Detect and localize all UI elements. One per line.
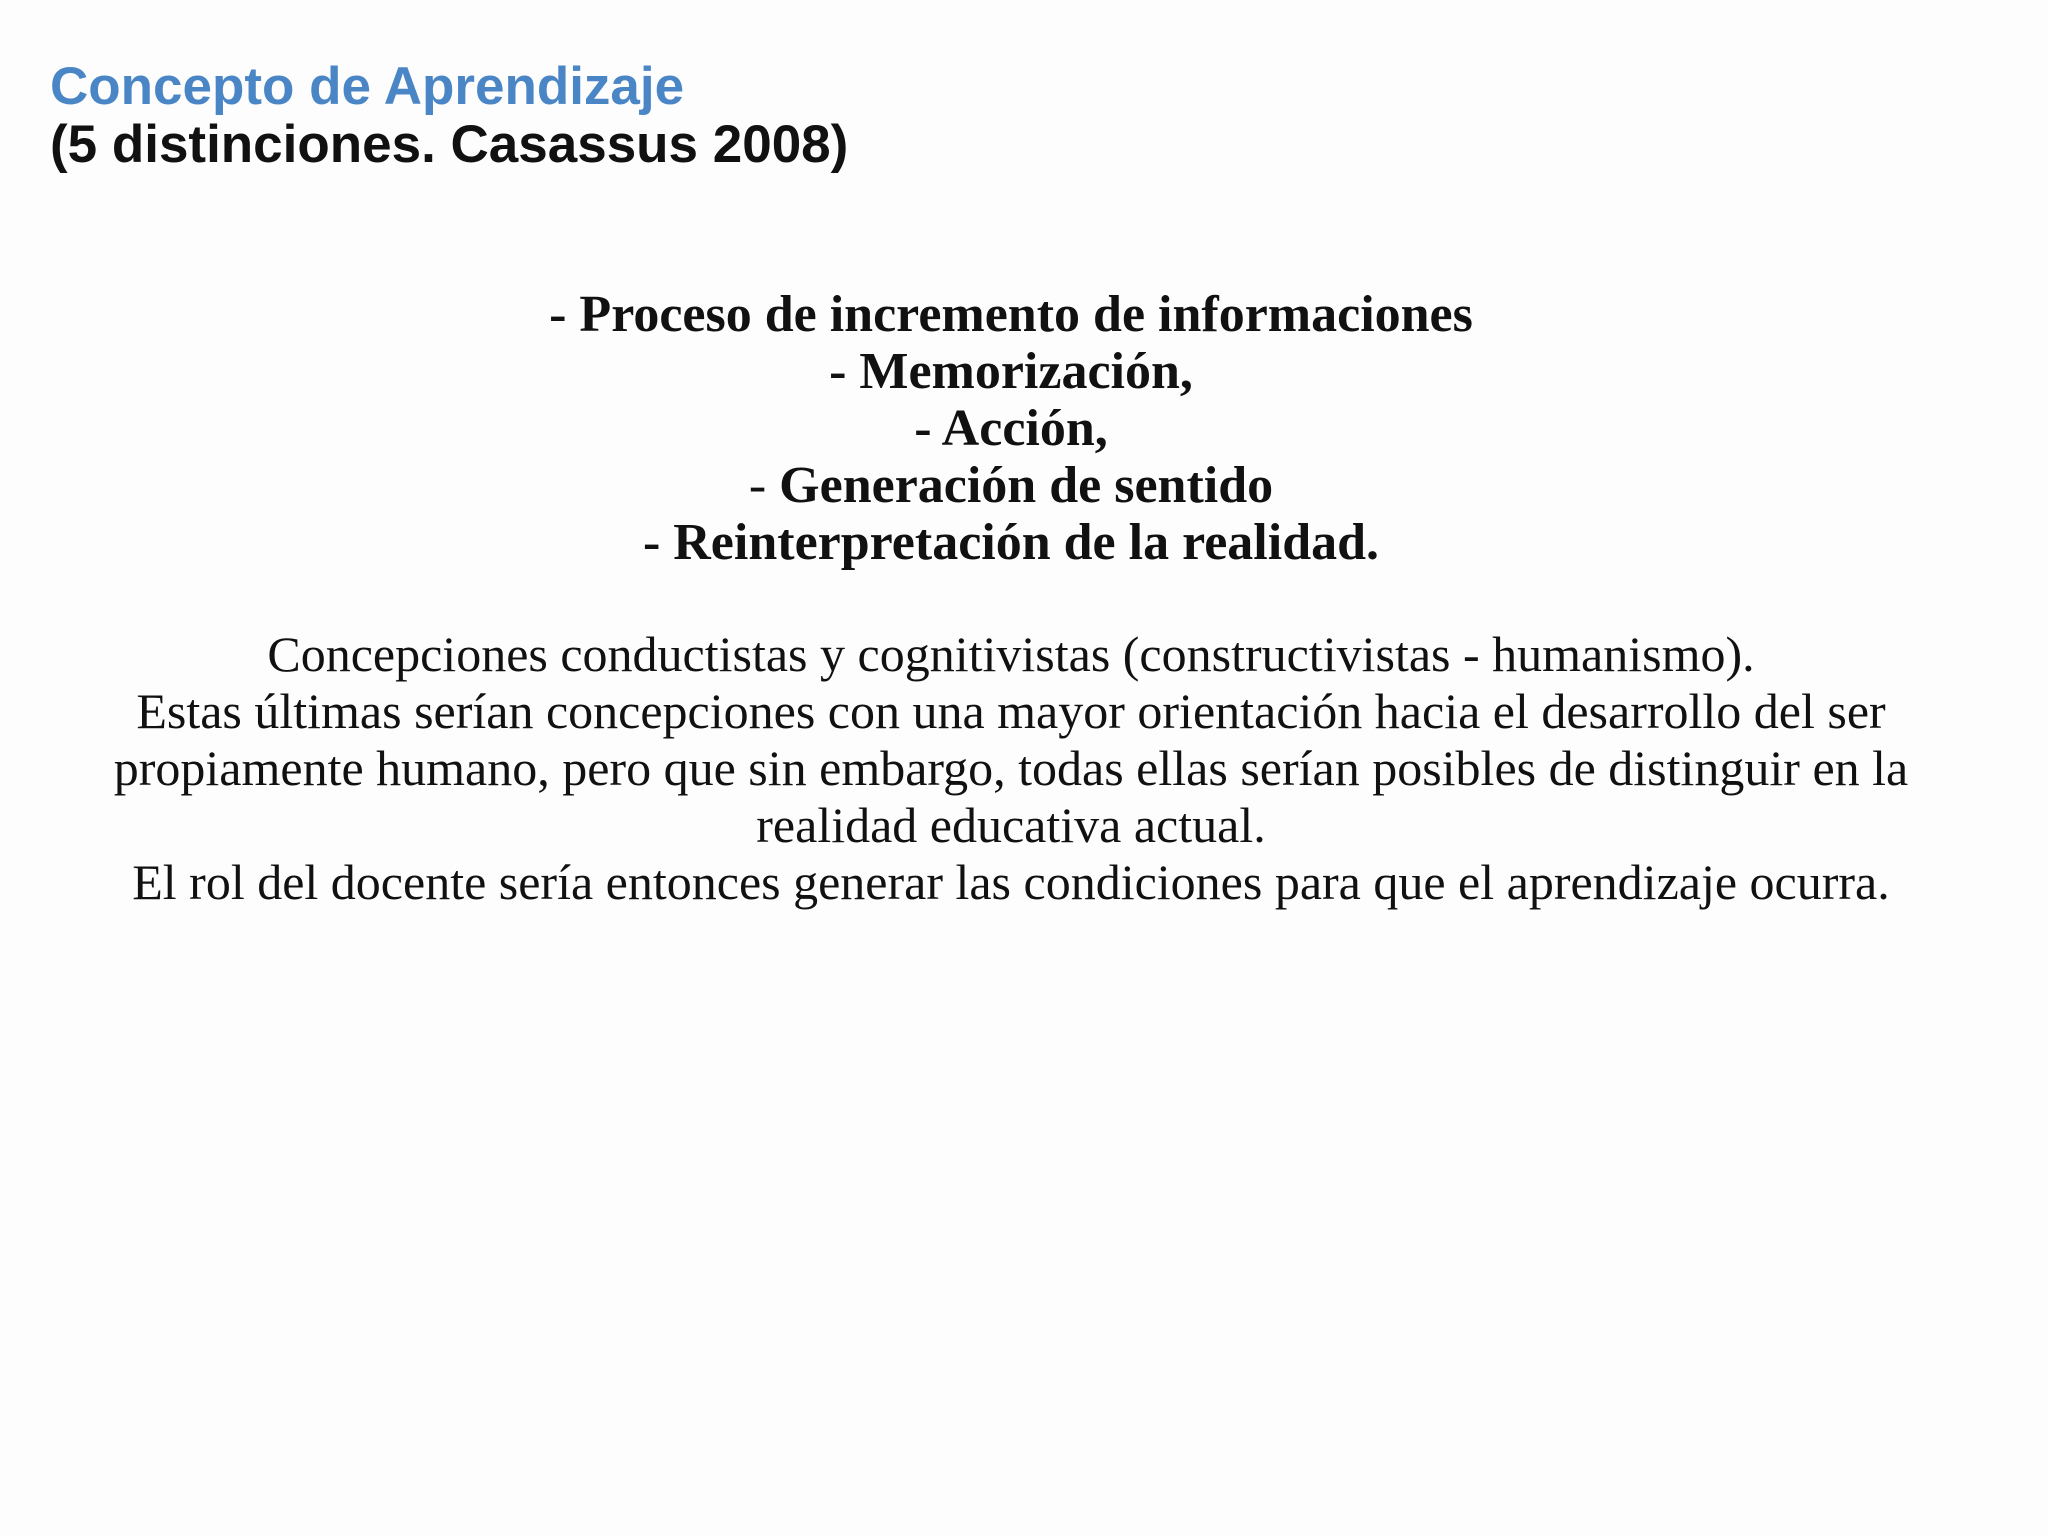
paragraph-line: Concepciones conductistas y cognitivistas (constructivistas - humanismo). — [267, 626, 1755, 682]
distinction-item: - Proceso de incremento de informaciones — [549, 286, 1473, 343]
paragraph-line: Estas últimas serían concepciones con una mayor orientación hacia el desarrollo del ser — [136, 683, 1886, 739]
slide-title: Concepto de Aprendizaje — [50, 57, 685, 116]
explanation-paragraph — [20, 626, 2002, 911]
distinction-dash: - — [748, 457, 780, 514]
paragraph-line: El rol del docente sería entonces generar las condiciones para que el aprendizaje ocurra. — [132, 854, 1890, 910]
paragraph-line: realidad educativa actual. — [756, 797, 1266, 853]
distinction-item: - Acción, — [914, 400, 1108, 457]
distinction-item — [20, 457, 2002, 514]
slide-subtitle: (5 distinciones. Casassus 2008) — [50, 115, 849, 174]
paragraph-line: propiamente humano, pero que sin embargo, todas ellas serían posibles de distinguir en la — [113, 740, 1909, 796]
slide-header — [50, 58, 848, 174]
distinction-item: - Reinterpretación de la realidad. — [642, 514, 1380, 571]
distinctions-list — [20, 286, 2002, 571]
distinction-item: - Memorización, — [829, 343, 1193, 400]
distinction-text: Generación de sentido — [779, 457, 1274, 514]
